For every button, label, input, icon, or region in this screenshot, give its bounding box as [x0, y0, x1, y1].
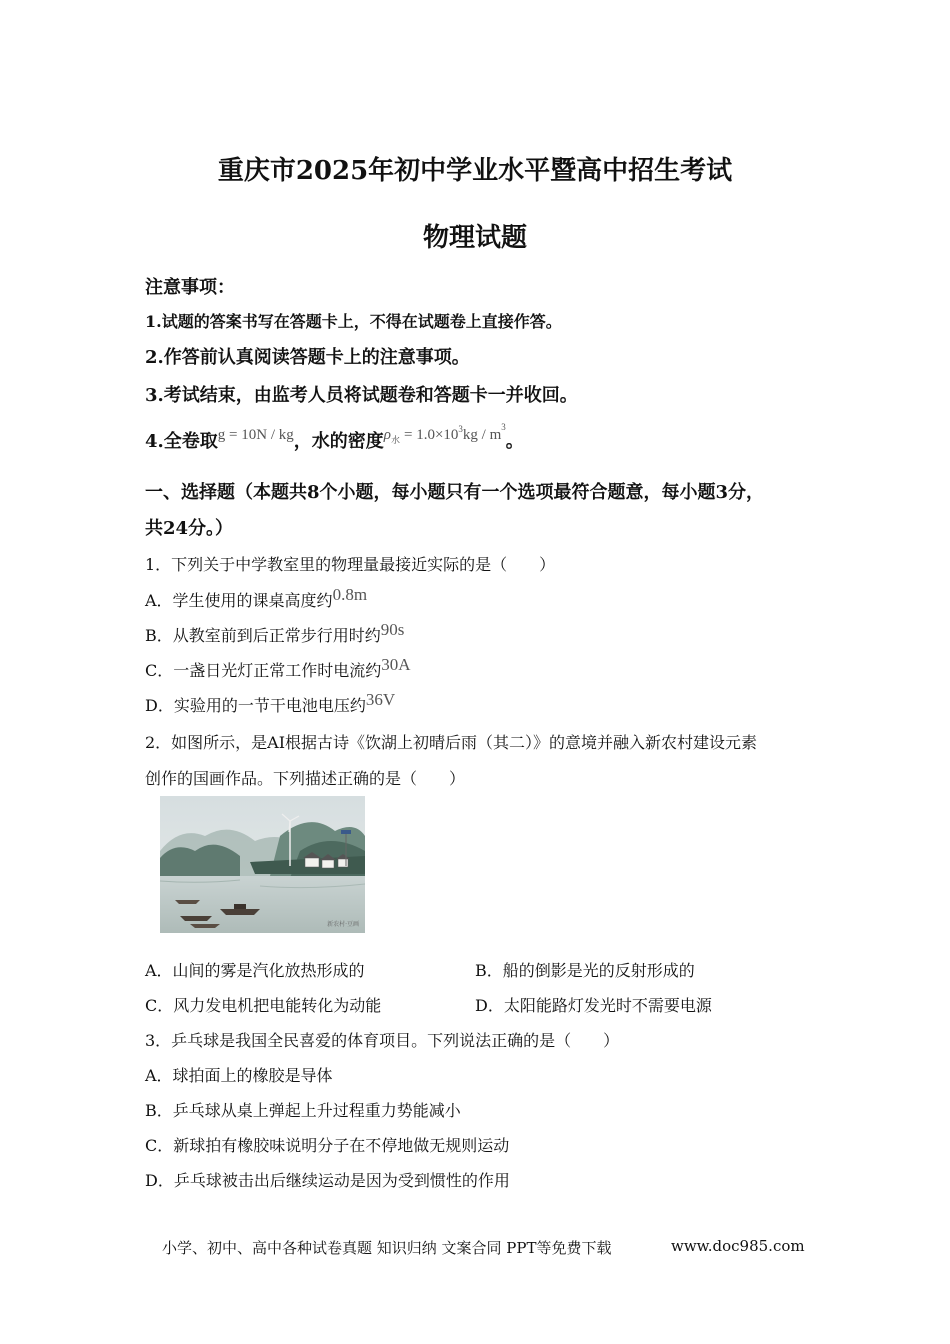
q1-option-c: [145, 655, 411, 681]
notes-heading: 注意事项：: [145, 277, 235, 298]
density-symbol: ρ: [383, 427, 391, 443]
section-heading-line1: 一、选择题（本题共8个小题，每小题只有一个选项最符合题意，每小题3分，: [145, 482, 765, 503]
q1-option-a: [145, 585, 368, 611]
q1-option-c-text: C．一盏日光灯正常工作时电流约: [145, 661, 382, 680]
q2-stem-line2: 创作的国画作品。下列描述正确的是（ ）: [145, 769, 466, 788]
painting-watermark: 新农村·豆画: [327, 921, 359, 928]
density-exponent: 3: [458, 424, 463, 434]
q1-option-b-text: B．从教室前到后正常步行用时约: [145, 626, 381, 645]
q2-option-b: B．船的倒影是光的反射形成的: [475, 961, 695, 980]
section-heading-line2: 共24分。）: [145, 518, 234, 539]
q1-option-c-value: 30A: [381, 655, 411, 674]
note-item-1: 1.试题的答案书写在答题卡上，不得在试题卷上直接作答。: [145, 312, 562, 331]
gravity-formula: g = 10N / kg: [217, 427, 294, 443]
q1-option-d: [145, 690, 396, 716]
q1-stem: 1．下列关于中学教室里的物理量最接近实际的是（ ）: [145, 555, 556, 574]
exam-subtitle: 物理试题: [422, 223, 527, 253]
q1-option-a-value: 0.8m: [332, 585, 368, 604]
density-subscript: 水: [390, 435, 400, 445]
note-item-4-end: 。: [505, 431, 524, 452]
q3-option-b: B．乒乓球从桌上弹起上升过程重力势能减小: [145, 1101, 461, 1120]
q3-stem: 3．乒乓球是我国全民喜爱的体育项目。下列说法正确的是（ ）: [145, 1031, 620, 1050]
q1-option-d-text: D．实验用的一节干电池电压约: [145, 696, 366, 715]
q1-option-a-text: A．学生使用的课桌高度约: [145, 591, 333, 610]
q1-option-d-value: 36V: [365, 690, 396, 709]
note-item-4-mid: ，水的密度: [293, 431, 384, 452]
footer-text: 小学、初中、高中各种试卷真题 知识归纳 文案合同 PPT等免费下载: [162, 1239, 612, 1257]
note-item-4: [145, 422, 524, 453]
q2-option-a: A．山间的雾是汽化放热形成的: [145, 961, 365, 980]
note-item-4-prefix: 4.全卷取: [145, 431, 218, 452]
density-unit-exponent: 3: [501, 422, 506, 432]
landscape-painting-image: [160, 796, 365, 933]
density-value: = 1.0×10: [403, 427, 459, 443]
density-unit: kg / m: [462, 427, 502, 443]
note-item-2: 2.作答前认真阅读答题卡上的注意事项。: [145, 347, 470, 368]
exam-title: 重庆市2025年初中学业水平暨高中招生考试: [217, 156, 733, 186]
q2-stem-line1: 2．如图所示，是AI根据古诗《饮湖上初晴后雨（其二）》的意境并融入新农村建设元素: [145, 733, 758, 752]
q1-option-b: [145, 620, 405, 646]
landscape-painting: [160, 796, 365, 933]
q2-option-d: D．太阳能路灯发光时不需要电源: [475, 996, 712, 1015]
footer-url[interactable]: www.doc985.com: [671, 1237, 805, 1255]
q3-option-c: C．新球拍有橡胶味说明分子在不停地做无规则运动: [145, 1136, 510, 1155]
q3-option-a: A．球拍面上的橡胶是导体: [145, 1066, 333, 1085]
q2-option-c: C．风力发电机把电能转化为动能: [145, 996, 382, 1015]
q3-option-d: D．乒乓球被击出后继续运动是因为受到惯性的作用: [145, 1171, 510, 1190]
note-item-3: 3.考试结束，由监考人员将试题卷和答题卡一并收回。: [145, 385, 578, 406]
q1-option-b-value: 90s: [380, 620, 405, 639]
